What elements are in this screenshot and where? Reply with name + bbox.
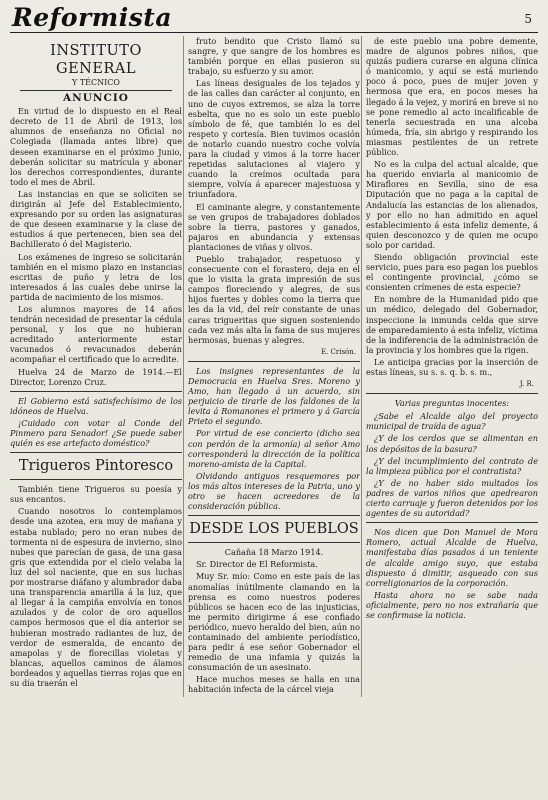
trigueros-paragraph: fruto bendito que Cristo llamó su sangre, y que sangre de los hombres es también porque en ellas pusieron su trabajo, su esfuerzo y su amor. <box>188 36 360 77</box>
letter-signature: J. R. <box>519 380 534 389</box>
trigueros-paragraph: Cuando nosotros lo contemplamos desde una azotea, era muy de mañana y estaba nublado; pero no eran nubes de tormenta ni de espesura de invierno, sino nubes que parecían de gasa, de una gasa gris que extendida por el cielo velaba la luz del sol naciente, que en sus luchas por mostrarse diáfano y alumbrador daba una transparencia amarilla á la luz, que al llegar á la campiña envolvía en tonos azulados y de color de oro aquellos campos hermosos que el día anterior se hubieran mostrado radiantes de luz, de verdor de esmeralda, de encanto de amapolas y de florecillas violetas y blancas, aquellos caminos de álamos bordeados y aquellas tierras rojas que en su día traerán el <box>10 506 182 688</box>
divider <box>188 542 360 543</box>
note-paragraph: Nos dicen que Don Manuel de Mora Romero, actual Alcalde de Huelva, manifestaba días pasados á un teniente de alcalde amigo suyo, que estaba dispuesto á dimitir, asqueado con sus correligionarios de la corporación. <box>366 527 538 588</box>
trigueros-paragraph: También tiene Trigueros su poesía y sus encantos. <box>10 484 182 505</box>
letter-paragraph: Le anticipa gracias por la inserción de estas líneas, su s. s. q. b. s. m., <box>366 356 538 377</box>
question-item: ¿Y del incumplimiento del contrato de la limpieza pública por el contratista? <box>366 455 538 476</box>
letter-paragraph: No es la culpa del actual alcalde, que ha querido enviarla al manicomio de Miraflores en Sevilla, sino de esa Diputación que no paga a la capital de Andalucía las estancias de los alienados, y por ello no han admitido en aquel establecimiento á esta infeliz demente, á quien desconozco y de quien me ocupo solo por caridad. <box>366 159 538 250</box>
question-item: ¿Y de no haber sido multados los padres de varios niños que apedrearon cierto carruaje y fueron detenidos por los agentes de su autoridad? <box>366 477 538 519</box>
letter-salutation: Sr. Director de El Reformista. <box>196 559 318 570</box>
divider <box>366 522 538 523</box>
note-paragraph: ¡Cuidado con votar al Conde del Pinmero para Senador! ¿Se puede saber quién es ese artefacto doméstico? <box>10 417 182 449</box>
divider <box>10 452 182 453</box>
divider <box>188 361 360 362</box>
instituto-heading: INSTITUTO GENERAL <box>50 43 142 77</box>
column-2 <box>183 36 360 697</box>
trigueros-heading: Trigueros Pintoresco <box>18 458 174 475</box>
note-paragraph: Los insignes representantes de la Democracia en Huelva Sres. Moreno y Amo, han llegado á un acuerdo, sin perjuicio de tirarle de los faldones de la levita á Romanones el primero y á García Prieto el segundo. <box>188 365 360 427</box>
letter-paragraph: Siendo obligación provincial este servicio, pues para eso pagan los pueblos el contingente provincial, ¿cómo se consienten crímenes de esta especie? <box>366 251 538 293</box>
divider <box>366 393 538 394</box>
divider <box>188 515 360 516</box>
divider <box>10 479 182 480</box>
pueblos-heading: DESDE LOS PUEBLOS <box>189 521 359 538</box>
author-signature: E. Crisón. <box>320 347 356 356</box>
page-number: 5 <box>524 12 532 26</box>
trigueros-paragraph: Pueblo trabajador, respetuoso y consecuente con el forastero, deja en el que lo visita la grata impresión de sus campos floreciendo y alegres, de sus hijos fuertes y dobles como la tierra que les da la vid, del reír constante de unas caras trigueritas que siguen sosteniendo cada vez más alta la fama de sus mujeres hermosas, buenas y alegres. <box>188 253 360 345</box>
note-paragraph: Hasta ahora no se sabe nada oficialmente, pero no nos extrañaría que se confirmase la noticia. <box>366 589 538 620</box>
divider <box>10 391 182 392</box>
note-paragraph: El Gobierno está satisfechísimo de los idóneos de Huelva. <box>10 395 182 416</box>
trigueros-paragraph: El caminante alegre, y constantemente se ven grupos de trabajadores doblados sobre la tierra, pastores y ganados, pajaros en abundancia y extensas plantaciones de viñas y olivos. <box>188 201 360 252</box>
anuncio-paragraph: Los exámenes de ingreso se solicitarán también en el mismo plazo en instancias escritas de puño y letra de los interesados á las cuales debe unirse la partida de nacimiento de los mismos. <box>10 251 182 302</box>
columns <box>10 36 538 697</box>
letter-paragraph: Muy Sr. mío: Como en este país de las anomalías ínútilmente clamando en la prensa es como nuestros poderes públicos se hacen eco de las injusticias, me permito dirigirme á ese confiado periódico, nuevo heraldo del bien, aún no contaminado del ambiente periodístico, para pedir á ese señor Gobernador el remedio de una infamia y quizás la consumación de un asesinato. <box>188 571 360 673</box>
letter-paragraph: Hace muchos meses se halla en una habitación infecta de la cárcel vieja <box>188 674 360 695</box>
letter-dateline: Cañaña 18 Marzo 1914. <box>224 547 324 558</box>
anuncio-paragraph: Las instancias en que se soliciten se dirigirán al Jefe del Establecimiento, expresando por su orden las asignaturas de que deseen examinarse y la clase de estudios á que pertenecen, bien sea del Bachillerato ó del Magisterio. <box>10 188 182 250</box>
anuncio-paragraph: En virtud de lo dispuesto en el Real decreto de 11 de Abril de 1913, los alumnos de enseñanza no Oficial no Colegiada (llamada antes libre) que deseen examinarse en el próximo Junio, deberán solicitar su matrícula y abonar los derechos correspondientes, durante todo el mes de Abril. <box>10 106 182 187</box>
instituto-subheading: Y TÉCNICO <box>72 78 120 87</box>
anuncio-signature: Huelva 24 de Marzo de 1914.—El Director, Lorenzo Cruz. <box>10 366 182 387</box>
question-item: ¿Y de los cerdos que se alimentan en los depósitos de la basura? <box>366 433 538 454</box>
masthead-title: Reformista <box>12 3 173 32</box>
trigueros-paragraph: Las líneas desiguales de los tejados y de las calles dan carácter al conjunto, en uno de cuyos extremos, se alza la torre esbelta, que no es solo un este pueblo símbolo de fé, que también lo es del respeto y cortesía. Bien tuvimos ocasión de notarlo cuando nuestro coche volvía para la ciudad y vimos á la torre hacer repetidas salutaciones al viajero y cuando la creímos ocultada para siempre, volvía á aparecer majestuosa y triunfadora. <box>188 78 360 200</box>
note-paragraph: Por virtud de ese concierto (dicho sea con perdón de la armonía) al señor Amo corresponderá la dirección de la política moreno-amista de la Capital. <box>188 428 360 469</box>
letter-paragraph: En nombre de la Humanidad pido que un médico, delegado del Gobernador, inspeccione la inmunda celda que sirve de emparedamiento á esta infeliz, víctima de la indiferencia de la administración de la provincia y los hombres que la rigen. <box>366 294 538 355</box>
letter-paragraph: de este pueblo una pobre demente, madre de algunos pobres niños, que quizás pudiera curarse en alguna clínica ó manicomio, y aquí se está muriendo poco á poco, pues de mujer joven y hermosa que era, en pocos meses ha llegado á la vejez, y morirá en breve si no se pone remedio al acto incalificable de tenerla secuestrada en una alcoba húmeda, fría, sin abrigo y respirando los miasmas pestilentes de un retrete público. <box>366 36 538 158</box>
question-item: ¿Sabe el Alcalde algo del proyecto municipal de traída de agua? <box>366 411 538 432</box>
note-paragraph: Olvidando antiguos resquemores por los más altos intereses de la Patria, uno y otro se hacen acreedores de la consideración pública. <box>188 470 360 512</box>
column-3 <box>361 36 538 697</box>
anuncio-paragraph: Los alumnos mayores de 14 años tendrán necesidad de presentar la cédula personal, y los que no hubieran acreditado anteriormente estar vacunados ó revacunados deberán acompañar el certificado que lo acredite. <box>10 303 182 365</box>
masthead <box>10 2 538 33</box>
column-1 <box>10 36 182 697</box>
anuncio-heading: ANUNCIO <box>20 90 172 103</box>
questions-heading: Varias preguntas inocentes: <box>394 398 510 409</box>
